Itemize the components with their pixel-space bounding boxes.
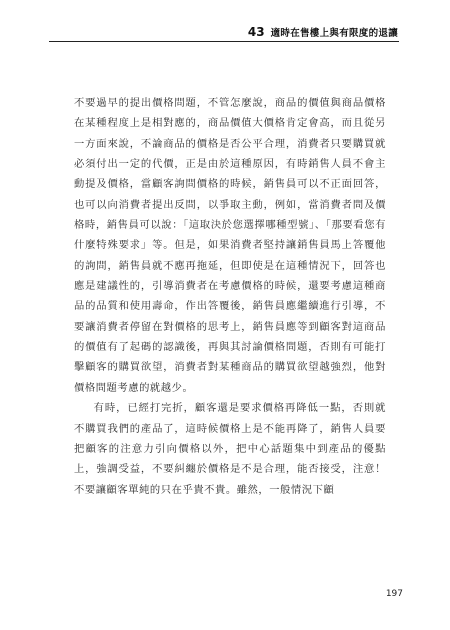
- header-divider: [49, 41, 399, 42]
- body-text: [74, 93, 386, 500]
- chapter-title: 適時在售樓上與有限度的退讓: [270, 28, 398, 39]
- chapter-number: 43: [247, 25, 265, 39]
- page-number: 197: [385, 589, 403, 599]
- running-header: [248, 25, 398, 39]
- paragraph-2: 有時，已經打完折，顧客還是要求價格再降低一點，否則就不購買我們的產品了，這時候價格上是不能再降了，銷售人員要把顧客的注意力引向價格以外，把中心話題集中到產品的優點上，強調受益，不要糾纏於價格是不是合理，能否接受，注意！不要讓顧客單純的只在乎貴不貴。雖然，一般情況下顧: [74, 402, 386, 496]
- paragraph-1: 不要過早的提出價格問題，不管怎麼說，商品的價值與商品價格在某種程度上是相對應的，商品價值大價格肯定會高，而且從另一方面來說，不論商品的價格是否公平合理，消費者只要購買就必須付出一定的代價，正是由於這種原因，有時銷售人員不會主動提及價格，當顧客詢問價格的時候，銷售員可以不正面回答，也可以向消費者提出反問，以爭取主動，例如，當消費者問及價格時，銷售員可以說：「這取決於您選擇哪種型號」、「那要看您有什麼特殊要求」等。但是，如果消費者堅持讓銷售員馬上答覆他的詢問，銷售員就不應再拖延，但即使是在這種情況下，回答也應是建議性的，引導消費者在考慮價格的時候，還要考慮這種商品的品質和使用壽命，作出答覆後，銷售員應繼續進行引導，不要讓消費者停留在對價格的思考上，銷售員應等到顧客對這商品的價值有了起碼的認識後，再與其討論價格問題，否則有可能打擊顧客的購買欲望，消費者對某種商品的購買欲望越強烈，他對價格問題考慮的就越少。: [74, 97, 386, 394]
